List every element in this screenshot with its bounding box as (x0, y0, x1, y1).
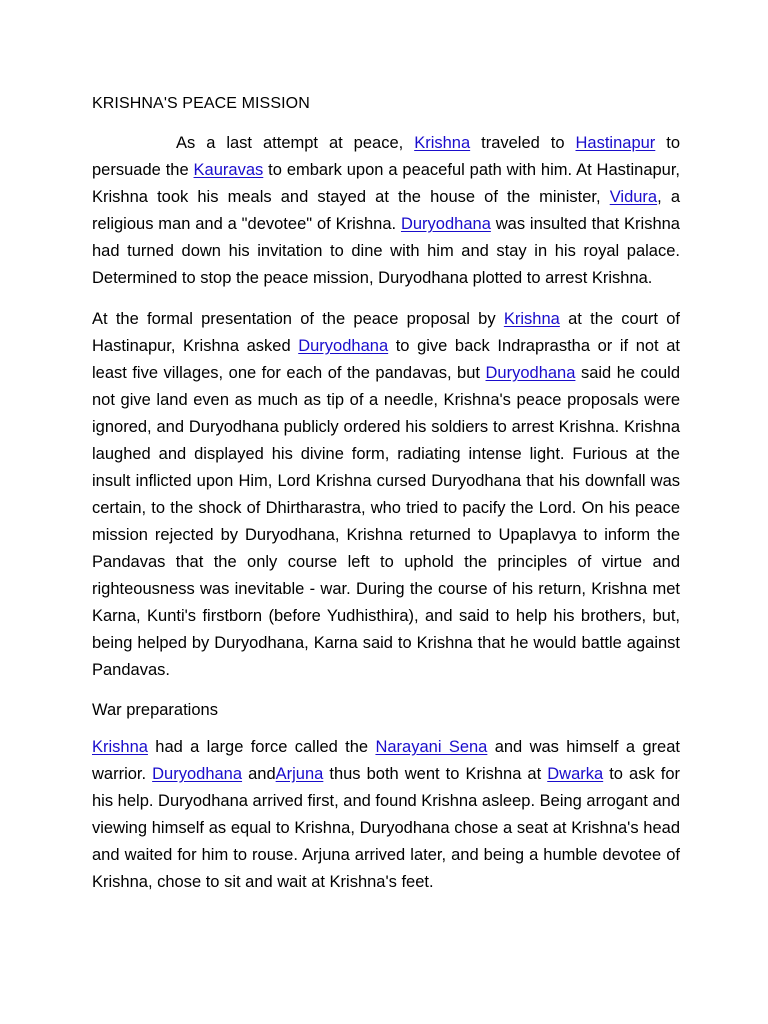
text-span: As a last attempt at peace, (176, 134, 404, 152)
link-krishna[interactable]: Krishna (92, 738, 148, 756)
text-span: traveled to (481, 134, 565, 152)
text-span: At the formal presentation of the peace proposal by (92, 310, 496, 328)
text-span: , a religious man and a "devotee" of Krishna. (92, 188, 680, 233)
link-narayani-sena[interactable]: Narayani Sena (375, 738, 488, 756)
link-hastinapur[interactable]: Hastinapur (575, 134, 656, 152)
text-span: was insulted that Krishna had turned down his invitation to dine with him and stay in his royal palace. Determined to stop the peace mission, Duryodhana plotted to arrest Krishna. (92, 215, 680, 287)
text-span: said he could not give land even as much as tip of a needle, Krishna's peace proposals were ignored, and Duryodhana publicly ordered his soldiers to arrest Krishna. Krishna laughed and displayed his divine form, radiating intense light. Furious at the insult inflicted upon Him, Lord Krishna cursed Duryodhana that his downfall was certain, to the shock of Dhirtharastra, who tried to pacify the Lord. On his peace mission rejected by Duryodhana, Krishna returned to Upaplavya to inform the Pandavas that the only course left to uphold the principles of virtue and righteousness was inevitable - war. During the course of his return, Krishna met Karna, Kunti's firstborn (before Yudhisthira), and said to help his brothers, but, being helped by Duryodhana, Karna said to Krishna that he would battle against Pandavas. (92, 364, 681, 679)
text-span: and (248, 765, 276, 783)
text-span: and was himself a great warrior. (92, 738, 680, 783)
section-heading-war-preparations: War preparations (92, 701, 218, 719)
text-span: to embark upon a peaceful path with him. At Hastinapur, Krishna took his meals and stayed at the house of the minister, (92, 161, 681, 206)
link-duryodhana[interactable]: Duryodhana (152, 765, 243, 783)
link-duryodhana[interactable]: Duryodhana (400, 215, 491, 233)
link-vidura[interactable]: Vidura (609, 188, 658, 206)
link-duryodhana[interactable]: Duryodhana (298, 337, 389, 355)
text-span: to ask for his help. Duryodhana arrived first, and found Krishna asleep. Being arrogant and viewing himself as equal to Krishna, Duryodhana chose a seat at Krishna's head and waited for him to rouse. Arjuna arrived later, and being a humble devotee of Krishna, chose to sit and wait at Krishna's feet. (92, 765, 680, 891)
paragraph-peace-mission (92, 130, 680, 292)
text-span: to persuade the (92, 134, 681, 179)
paragraph-war-preparations (92, 734, 680, 896)
text-span: at the court of Hastinapur, Krishna asked (92, 310, 680, 355)
link-krishna[interactable]: Krishna (503, 310, 560, 328)
link-arjuna[interactable]: Arjuna (275, 765, 324, 783)
text-span: to give back Indraprastha or if not at least five villages, one for each of the pandavas, but (92, 337, 680, 382)
link-krishna[interactable]: Krishna (414, 134, 471, 152)
text-span: thus both went to Krishna at (329, 765, 542, 783)
link-duryodhana[interactable]: Duryodhana (485, 364, 576, 382)
text-span: had a large force called the (155, 738, 369, 756)
link-kauravas[interactable]: Kauravas (193, 161, 264, 179)
paragraph-peace-proposal (92, 306, 680, 684)
page-title: KRISHNA'S PEACE MISSION (92, 95, 310, 112)
link-dwarka[interactable]: Dwarka (547, 765, 604, 783)
